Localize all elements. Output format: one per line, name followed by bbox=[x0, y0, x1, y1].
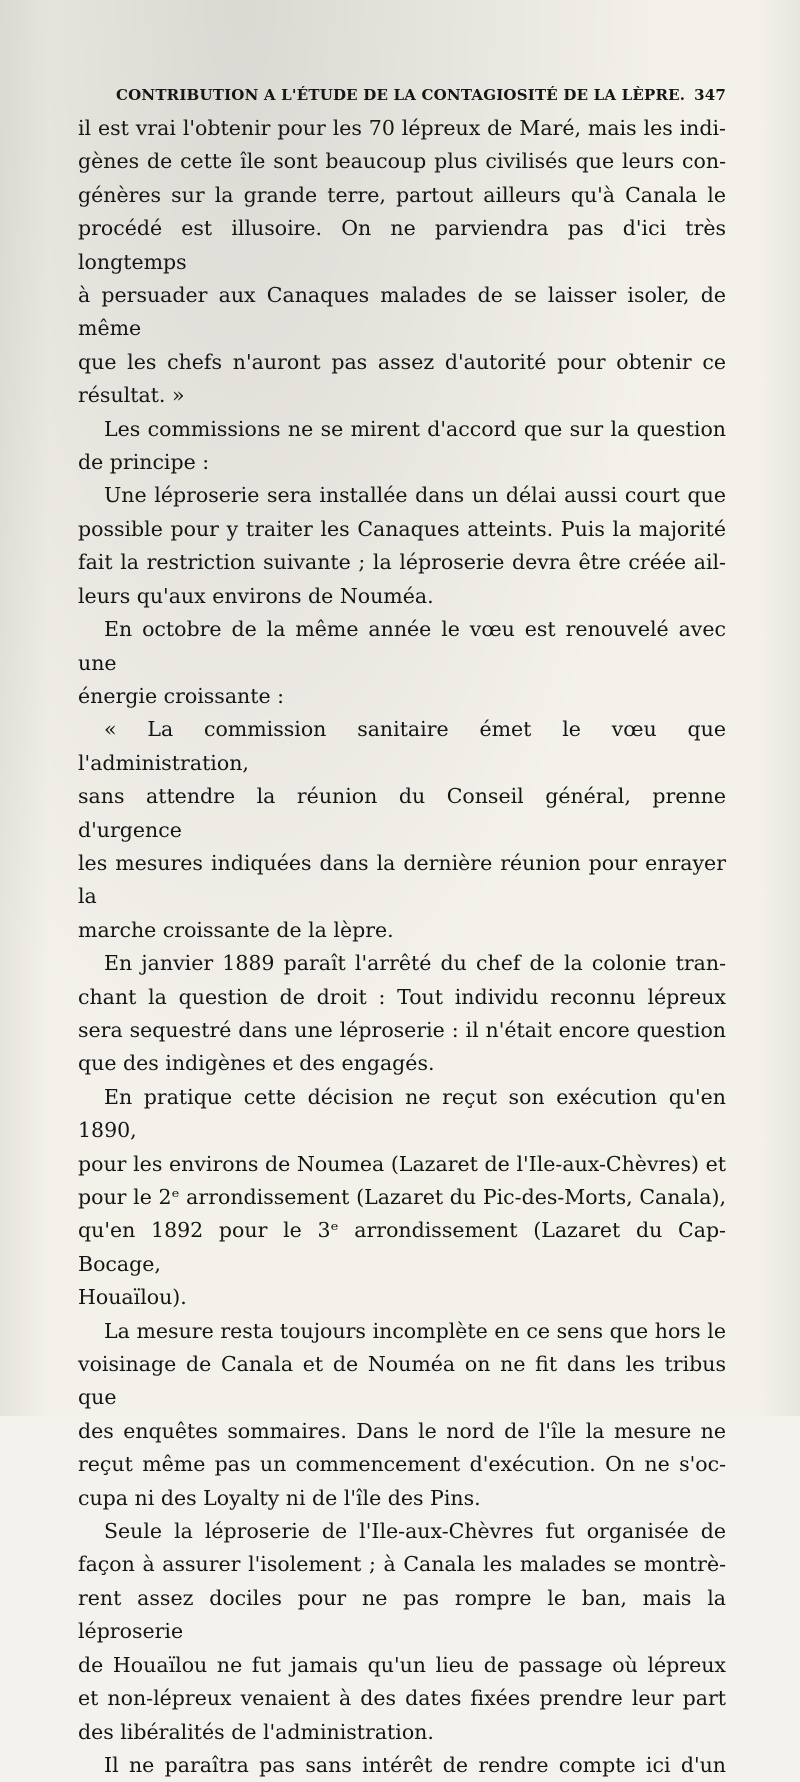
text-line: En janvier 1889 paraît l'arrêté du chef de la colonie tran- bbox=[104, 951, 726, 976]
text-line: façon à assurer l'isolement ; à Canala les malades se montrè- bbox=[78, 1552, 726, 1577]
text-line: La mesure resta toujours incomplète en ce sens que hors le bbox=[104, 1318, 726, 1343]
text-line: les mesures indiquées dans la dernière réunion pour enrayer la bbox=[78, 850, 726, 909]
text-line: gènes de cette île sont beaucoup plus civilisés que leurs con- bbox=[78, 149, 726, 174]
text-line: Les commissions ne se mirent d'accord que sur la question bbox=[104, 416, 726, 441]
text-line: En octobre de la même année le vœu est renouvelé avec une bbox=[78, 617, 726, 675]
text-line: possible pour y traiter les Canaques atteints. Puis la majorité bbox=[78, 516, 726, 541]
text-line: Seule la léproserie de l'Ile-aux-Chèvres fut organisée de bbox=[104, 1519, 726, 1544]
text-line: procédé est illusoire. On ne parviendra pas d'ici très longtemps bbox=[78, 216, 726, 274]
text-line: sans attendre la réunion du Conseil général, prenne d'urgence bbox=[78, 784, 726, 842]
text-line: génères sur la grande terre, partout ailleurs qu'à Canala le bbox=[78, 182, 726, 207]
text-line: qu'en 1892 pour le 3ᵉ arrondissement (Lazaret du Cap-Bocage, bbox=[78, 1218, 726, 1276]
text-line: de principe : bbox=[78, 450, 210, 475]
text-line: « La commission sanitaire émet le vœu que l'administration, bbox=[78, 717, 726, 775]
text-line: pour le 2ᵉ arrondissement (Lazaret du Pic-des-Morts, Canala), bbox=[78, 1185, 726, 1209]
text-line: et non-lépreux venaient à des dates fixées prendre leur part bbox=[78, 1686, 726, 1711]
text-line: à persuader aux Canaques malades de se laisser isoler, de même bbox=[78, 283, 726, 341]
text-line: leurs qu'aux environs de Nouméa. bbox=[78, 583, 434, 608]
text-line: rent assez dociles pour ne pas rompre le ban, mais la léproserie bbox=[78, 1585, 726, 1644]
text-line: des libéralités de l'administration. bbox=[78, 1719, 434, 1744]
text-line: voisinage de Canala et de Nouméa on ne fit dans les tribus que bbox=[78, 1352, 726, 1410]
text-line: cupa ni des Loyalty ni de l'île des Pins. bbox=[78, 1485, 481, 1510]
page-number: 347 bbox=[694, 86, 726, 104]
running-title: CONTRIBUTION A L'ÉTUDE DE LA CONTAGIOSITÉ DE LA LÈPRE. bbox=[116, 86, 686, 104]
text-line: pour les environs de Noumea (Lazaret de l'Ile-aux-Chèvres) et bbox=[78, 1151, 726, 1176]
body-text bbox=[78, 112, 726, 1782]
text-line: marche croissante de la lèpre. bbox=[78, 917, 394, 942]
text-line: Houaïlou). bbox=[78, 1285, 187, 1310]
text-line: de Houaïlou ne fut jamais qu'un lieu de passage où lépreux bbox=[78, 1652, 726, 1677]
text-line: des enquêtes sommaires. Dans le nord de l'île la mesure ne bbox=[78, 1418, 726, 1443]
text-line: que les chefs n'auront pas assez d'autorité pour obtenir ce bbox=[78, 349, 726, 374]
running-header bbox=[116, 86, 726, 104]
text-line: sera sequestré dans une léproserie : il n'était encore question bbox=[78, 1017, 726, 1042]
text-line: Il ne paraîtra pas sans intérêt de rendre compte ici d'un bbox=[104, 1752, 726, 1777]
text-line: résultat. » bbox=[78, 383, 185, 408]
text-line: fait la restriction suivante ; la léproserie devra être créée ail- bbox=[78, 550, 726, 575]
text-line: énergie croissante : bbox=[78, 683, 285, 708]
text-line: il est vrai l'obtenir pour les 70 lépreux de Maré, mais les indi- bbox=[78, 116, 726, 140]
text-line: Une léproserie sera installée dans un délai aussi court que bbox=[104, 483, 726, 508]
text-line: En pratique cette décision ne reçut son exécution qu'en 1890, bbox=[78, 1084, 726, 1143]
text-line: que des indigènes et des engagés. bbox=[78, 1051, 435, 1076]
text-line: chant la question de droit : Tout individu reconnu lépreux bbox=[78, 984, 726, 1009]
text-line: reçut même pas un commencement d'exécution. On ne s'oc- bbox=[78, 1452, 726, 1477]
